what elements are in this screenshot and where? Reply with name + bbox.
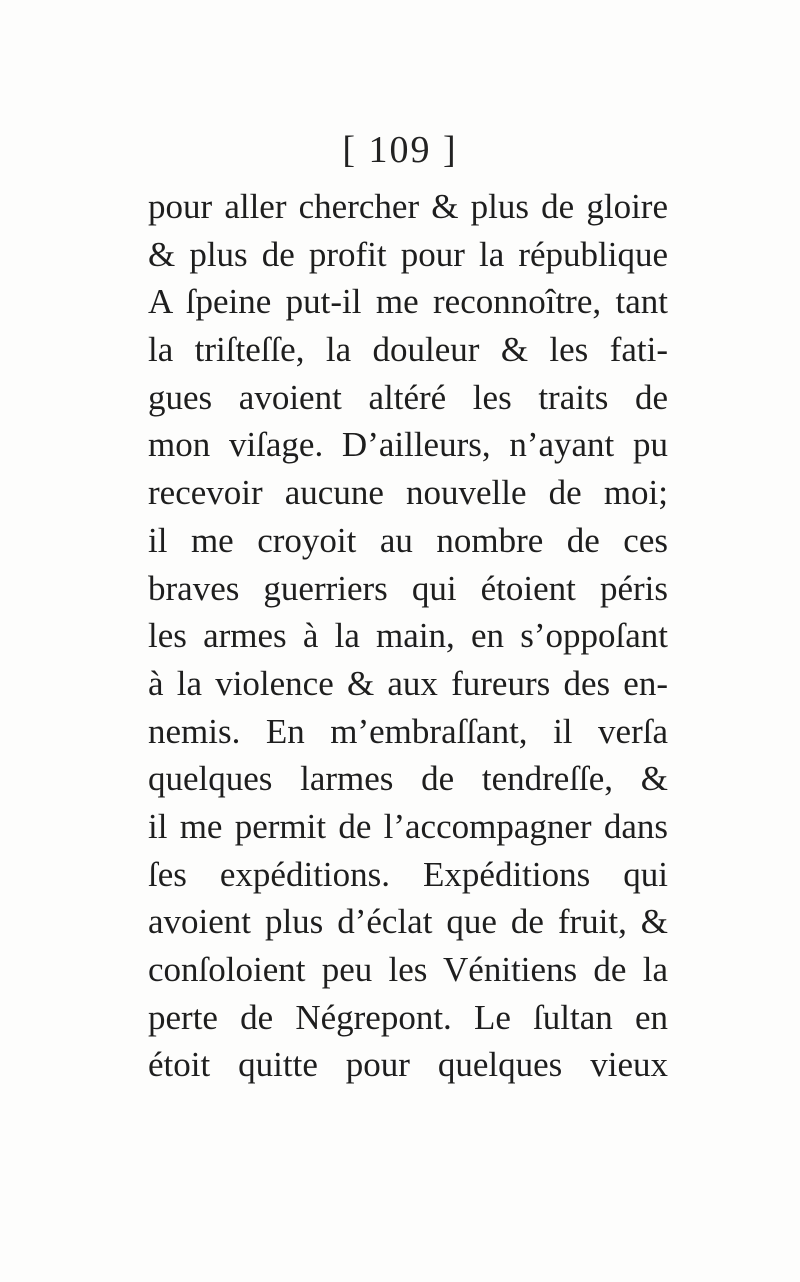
text-line: les armes à la main, en s’oppoſant: [148, 616, 668, 656]
text-line: perte de Négrepont. Le ſultan en: [148, 997, 668, 1037]
text-line: à la violence & aux fureurs des en-: [148, 663, 668, 703]
text-line: étoit quitte pour quelques vieux: [148, 1045, 668, 1085]
text-line: nemis. En m’embraſſant, il verſa: [148, 711, 668, 751]
text-line: & plus de profit pour la république: [148, 234, 668, 274]
text-line: il me croyoit au nombre de ces: [148, 520, 668, 560]
text-line: braves guerriers qui étoient péris: [148, 568, 668, 608]
body-text: [148, 183, 668, 1089]
text-line: il me permit de l’accompagner dans: [148, 806, 668, 846]
text-line: pour aller chercher & plus de gloire: [148, 187, 668, 226]
text-line: quelques larmes de tendreſſe, &: [148, 759, 668, 799]
text-line: mon viſage. D’ailleurs, n’ayant pu: [148, 425, 668, 465]
page-number: [ 109 ]: [342, 129, 458, 171]
text-line: gues avoient altéré les traits de: [148, 377, 668, 417]
text-line: conſoloient peu les Vénitiens de la: [148, 950, 668, 989]
text-line: recevoir aucune nouvelle de moi;: [148, 473, 668, 513]
text-line: avoient plus d’éclat que de fruit, &: [148, 902, 668, 942]
text-line: la triſteſſe, la douleur & les fati-: [148, 330, 668, 370]
text-line: A ſpeine put-il me reconnoître, tant: [148, 282, 668, 322]
text-line: ſes expéditions. Expéditions qui: [148, 854, 668, 894]
